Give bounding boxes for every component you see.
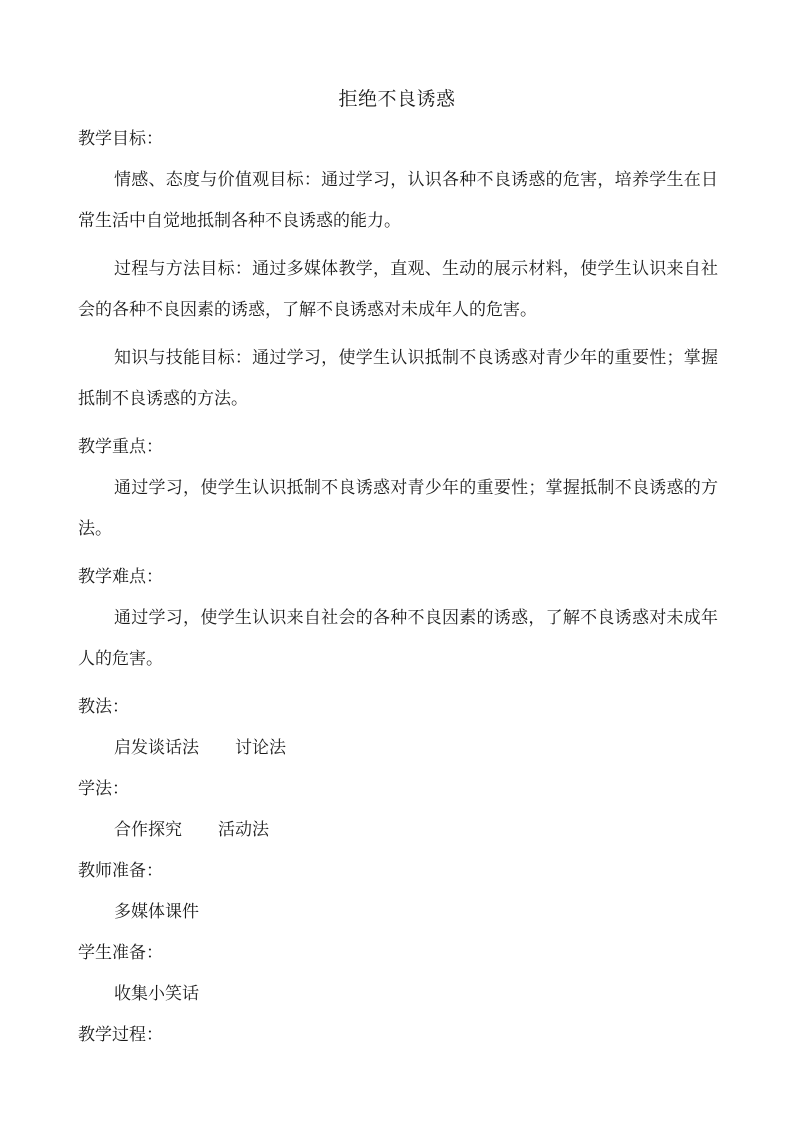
teacher-prep: 多媒体课件	[114, 902, 199, 922]
teacher-prep-heading: 教师准备：	[78, 861, 163, 881]
process-heading: 教学过程：	[78, 1025, 163, 1045]
student-prep-heading: 学生准备：	[78, 943, 163, 963]
key-heading: 教学重点：	[78, 437, 163, 457]
objective-emotion-block	[78, 160, 718, 242]
document-title: 拒绝不良诱惑	[338, 88, 456, 110]
objective-knowledge: 知识与技能目标：通过学习，使学生认识抵制不良诱惑对青少年的重要性；掌握抵制不良诱惑的方法。	[78, 348, 718, 409]
teaching-methods	[78, 735, 718, 762]
difficulty-text-block	[78, 598, 718, 680]
learning-method-item: 活动法	[218, 820, 269, 840]
teaching-method-item: 启发谈话法	[114, 738, 199, 758]
document-body	[78, 126, 718, 1063]
teaching-method-heading: 教法：	[78, 697, 129, 717]
learning-methods	[78, 817, 718, 844]
key-text-block	[78, 468, 718, 550]
student-prep: 收集小笑话	[114, 984, 199, 1004]
objectives-heading: 教学目标：	[78, 129, 163, 149]
teaching-method-item: 讨论法	[235, 738, 286, 758]
difficulty-heading: 教学难点：	[78, 567, 163, 587]
difficulty-text: 通过学习，使学生认识来自社会的各种不良因素的诱惑，了解不良诱惑对未成年人的危害。	[78, 608, 718, 669]
learning-method-item: 合作探究	[114, 820, 182, 840]
objective-knowledge-block	[78, 338, 718, 420]
objective-process-block	[78, 249, 718, 331]
objective-process: 过程与方法目标：通过多媒体教学，直观、生动的展示材料，使学生认识来自社会的各种不良因素的诱惑，了解不良诱惑对未成年人的危害。	[78, 259, 718, 320]
objective-emotion: 情感、态度与价值观目标：通过学习，认识各种不良诱惑的危害，培养学生在日常生活中自觉地抵制各种不良诱惑的能力。	[78, 170, 718, 231]
key-text: 通过学习，使学生认识抵制不良诱惑对青少年的重要性；掌握抵制不良诱惑的方法。	[78, 478, 718, 539]
learning-method-heading: 学法：	[78, 779, 129, 799]
